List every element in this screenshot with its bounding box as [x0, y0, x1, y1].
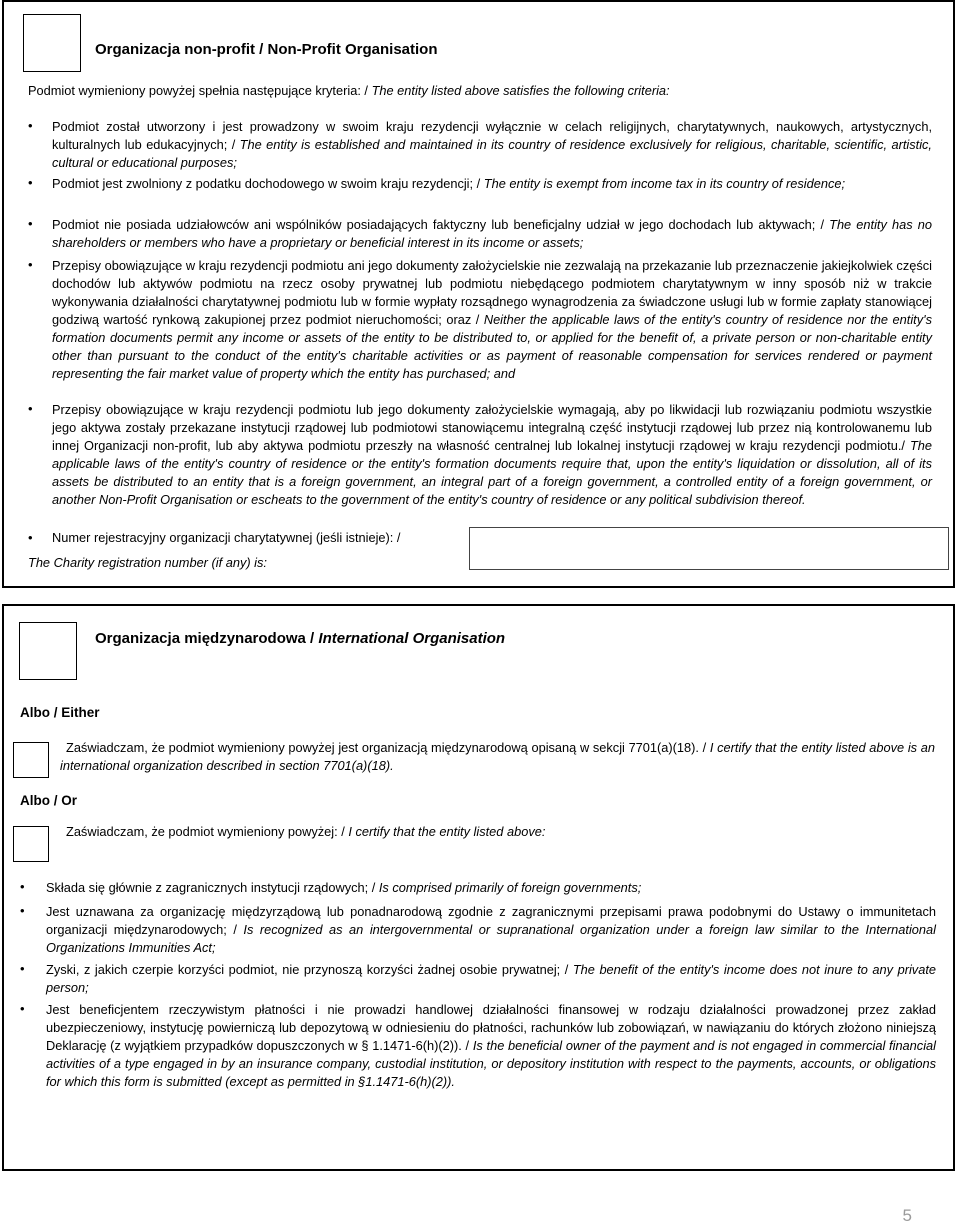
nonprofit-criterion-1: Podmiot został utworzony i jest prowadzony w swoim kraju rezydencji wyłącznie w celach religijnych, charytatywnych, naukowych, artystycznych, kulturalnych lub edukacyjnych; / The entity is established and maintained in its country of residence exclusively for religious, charitable, scientific, artistic, cultural or educational purposes; — [52, 119, 932, 170]
or-label: Albo / Or — [20, 793, 77, 808]
bullet-icon: • — [28, 118, 33, 133]
page-number: 5 — [902, 1206, 912, 1225]
nonprofit-title: Organizacja non-profit / Non-Profit Organisation — [95, 41, 438, 58]
international-title: Organizacja międzynarodowa / International Organisation — [95, 630, 506, 647]
either-statement: Zaświadczam, że podmiot wymieniony powyżej jest organizacją międzynarodową opisaną w sekcji 7701(a)(18). / I certify that the entity listed above is an international organization described in section 7701(a)(18). — [60, 740, 935, 773]
bullet-icon: • — [28, 175, 33, 190]
international-criterion-2: Jest uznawana za organizację międzyrządową lub ponadnarodową zgodnie z zagranicznymi przepisami prawa podobnymi do Ustawy o immunitetach organizacji międzynarodowych; / Is recognized as an intergovernmental or supranational organization under a foreign law similar to the International Organizations Immunities Act; — [46, 904, 936, 955]
either-label: Albo / Either — [20, 705, 100, 720]
international-criterion-1: Składa się głównie z zagranicznych instytucji rządowych; / Is comprised primarily of foreign governments; — [46, 880, 642, 895]
either-checkbox[interactable] — [13, 742, 49, 778]
nonprofit-criterion-5: Przepisy obowiązujące w kraju rezydencji podmiotu lub jego dokumenty założycielskie wymagają, aby po likwidacji lub rozwiązaniu podmiotu wszystkie jego aktywa zostały przekazane instytucji rządowej lub podmiotowi stanowiącemu integralną część instytucji rządowej lub przez nią kontrolowanemu lub innej Organizacji non-profit, lub aby aktywa podmiotu przeszły na własność centralnej lub lokalnej instytucji rządowej w kraju rezydencji podmiotu./ The applicable laws of the entity's country of residence or the entity's formation documents require that, upon the entity's liquidation or dissolution, all of its assets be distributed to an entity that is a foreign government, an integral part of a foreign government, a controlled entity of a foreign government, or another Non-Profit Organisation or escheats to the government of the entity's country of residence or any political subdivision thereof. — [52, 402, 932, 507]
bullet-icon: • — [28, 401, 33, 416]
bullet-icon: • — [28, 530, 33, 545]
international-criterion-3: Zyski, z jakich czerpie korzyści podmiot, nie przynoszą korzyści żadnej osobie prywatnej; / The benefit of the entity's income does not inure to any private person; — [46, 962, 936, 995]
nonprofit-criterion-3: Podmiot nie posiada udziałowców ani wspólników posiadających faktyczny lub beneficjalny udział w jego dochodach lub aktywach; / The entity has no shareholders or members who have a proprietary or beneficial interest in its income or assets; — [52, 217, 932, 250]
nonprofit-intro: Podmiot wymieniony powyżej spełnia następujące kryteria: / The entity listed above satisfies the following criteria: — [28, 83, 670, 98]
registration-label: Numer rejestracyjny organizacji charytatywnej (jeśli istnieje): / — [52, 530, 401, 545]
registration-label-en: The Charity registration number (if any) is: — [28, 555, 267, 570]
international-criterion-4: Jest beneficjentem rzeczywistym płatności i nie prowadzi handlowej działalności finansowej w rodzaju działalności prowadzonej przez zakład ubezpieczeniowy, instytucję powierniczą lub depozytową w odniesieniu do płatności, rachunków lub zobowiązań, w nawiązaniu do których złożono niniejszą Deklarację (z wyjątkiem przypadków dopuszczonych w § 1.1471-6(h)(2)). / Is the beneficial owner of the payment and is not engaged in commercial financial activities of a type engaged in by an insurance company, custodial institution, or depository institution with respect to the payments, accounts, or obligations for which this form is submitted (except as permitted in §1.1471-6(h)(2)). — [46, 1002, 936, 1089]
registration-number-field[interactable] — [469, 527, 949, 570]
bullet-icon: • — [20, 903, 25, 918]
nonprofit-criterion-4: Przepisy obowiązujące w kraju rezydencji podmiotu ani jego dokumenty założycielskie nie zezwalają na przekazanie lub przeznaczenie jakiejkolwiek części dochodów lub aktywów podmiotu na rzecz osoby prywatnej lub podmiotu niebędącego podmiotem charytatywnym w inny sposób niż w trakcie wykonywania działalności charytatywnej podmiotu lub w formie wypłaty rozsądnego wynagrodzenia za świadczone usługi lub w formie zapłaty stanowiącej godziwą wartość rynkową zakupionej przez podmiot nieruchomości; oraz / Neither the applicable laws of the entity's country of residence nor the entity's formation documents permit any income or assets of the entity to be distributed to, or applied for the benefit of, a private person or non-charitable entity other than pursuant to the conduct of the entity's charitable activities or as payment of reasonable compensation for services rendered or payment representing the fair market value of property which the entity has purchased; and — [52, 258, 932, 381]
bullet-icon: • — [28, 257, 33, 272]
nonprofit-checkbox[interactable] — [23, 14, 81, 72]
bullet-icon: • — [20, 961, 25, 976]
or-checkbox[interactable] — [13, 826, 49, 862]
international-section — [2, 604, 955, 1171]
bullet-icon: • — [28, 216, 33, 231]
nonprofit-criterion-2: Podmiot jest zwolniony z podatku dochodowego w swoim kraju rezydencji; / The entity is exempt from income tax in its country of residence; — [52, 176, 846, 191]
bullet-icon: • — [20, 1001, 25, 1016]
international-checkbox[interactable] — [19, 622, 77, 680]
or-statement: Zaświadczam, że podmiot wymieniony powyżej: / I certify that the entity listed above: — [66, 824, 546, 839]
bullet-icon: • — [20, 879, 25, 894]
nonprofit-section — [2, 0, 955, 588]
